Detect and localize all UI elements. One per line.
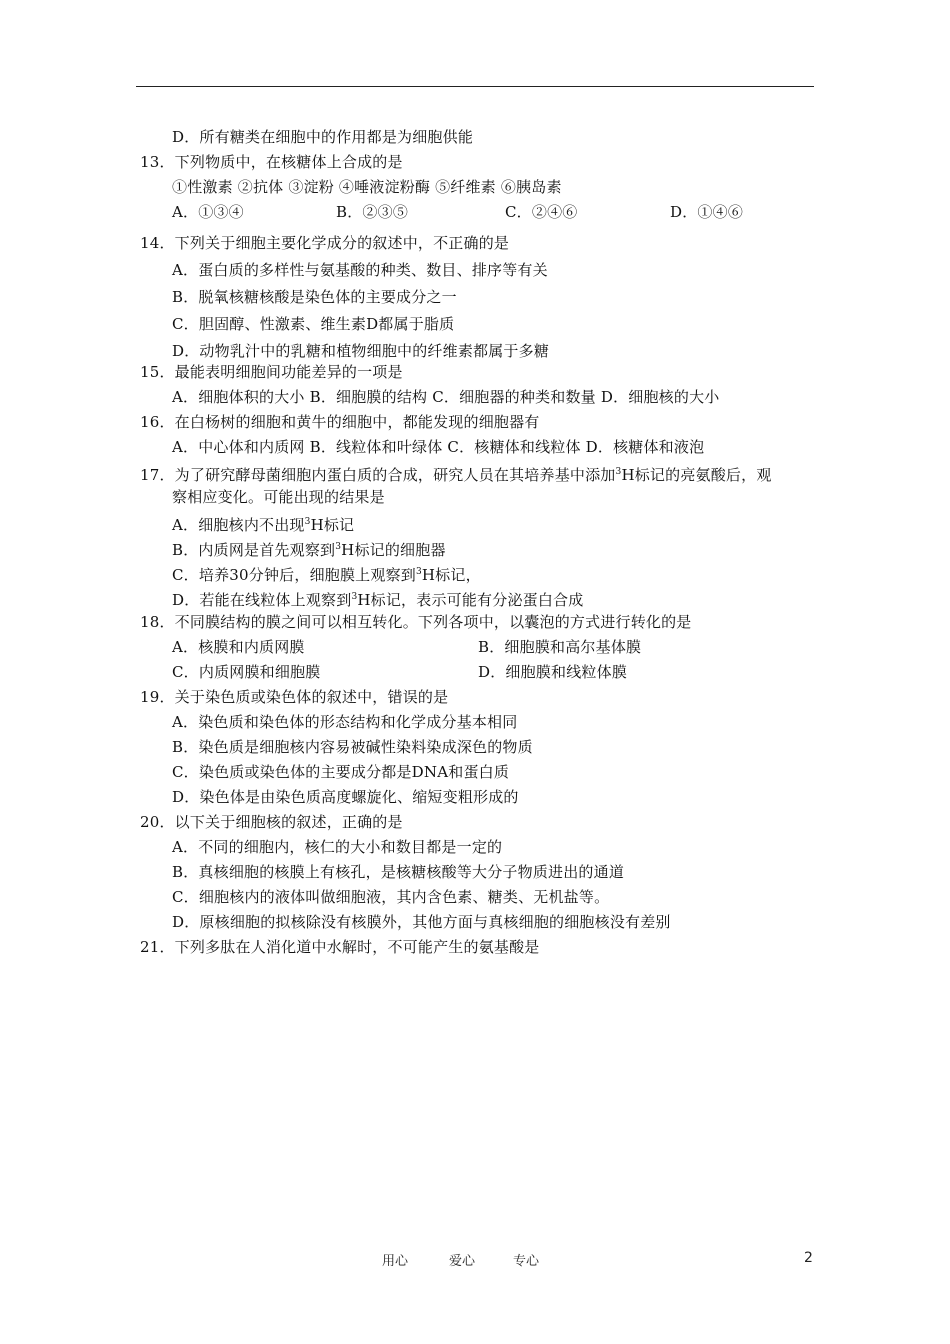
question-17-cont: 察相应变化。可能出现的结果是 xyxy=(172,488,385,506)
footer-slogan-2: 爱心 xyxy=(449,1254,476,1269)
question-17: 17．为了研究酵母菌细胞内蛋白质的合成，研究人员在其培养基中添加$^3$H标记的亮氨酸后，观 xyxy=(140,466,772,484)
option-18d: D．细胞膜和线粒体膜 xyxy=(478,663,628,681)
question-16: 16．在白杨树的细胞和黄牛的细胞中，都能发现的细胞器有 xyxy=(140,413,540,431)
question-15: 15．最能表明细胞间功能差异的一项是 xyxy=(140,363,403,381)
option-14d: D．动物乳汁中的乳糖和植物细胞中的纤维素都属于多糖 xyxy=(172,342,550,360)
option-20a: A．不同的细胞内，核仁的大小和数目都是一定的 xyxy=(172,838,503,856)
question-21: 21．下列多肽在人消化道中水解时，不可能产生的氨基酸是 xyxy=(140,938,540,956)
option-13c: C．②④⑥ xyxy=(505,203,578,221)
footer-slogan-1: 用心 xyxy=(382,1254,409,1269)
option-17b: B．内质网是首先观察到$^3$H标记的细胞器 xyxy=(172,541,446,559)
option-20b: B．真核细胞的核膜上有核孔，是核糖核酸等大分子物质进出的通道 xyxy=(172,863,625,881)
question-20: 20．以下关于细胞核的叙述，正确的是 xyxy=(140,813,403,831)
question-13-items: ①性激素 ②抗体 ③淀粉 ④唾液淀粉酶 ⑤纤维素 ⑥胰岛素 xyxy=(172,178,562,196)
option-18c: C．内质网膜和细胞膜 xyxy=(172,663,321,681)
question-16-options: A．中心体和内质网 B．线粒体和叶绿体 C．核糖体和线粒体 D．核糖体和液泡 xyxy=(172,438,705,456)
footer-slogan-3: 专心 xyxy=(513,1254,540,1269)
option-18b: B．细胞膜和高尔基体膜 xyxy=(478,638,642,656)
option-19b: B．染色质是细胞核内容易被碱性染料染成深色的物质 xyxy=(172,738,533,756)
option-18a: A．核膜和内质网膜 xyxy=(172,638,305,656)
option-17a: A．细胞核内不出现$^3$H标记 xyxy=(172,516,355,534)
option-14b: B．脱氧核糖核酸是染色体的主要成分之一 xyxy=(172,288,457,306)
question-19: 19．关于染色质或染色体的叙述中，错误的是 xyxy=(140,688,449,706)
question-13: 13．下列物质中，在核糖体上合成的是 xyxy=(140,153,403,171)
option-17c: C．培养30分钟后，细胞膜上观察到$^3$H标记， xyxy=(172,566,481,584)
header-rule xyxy=(136,86,814,87)
option-12d: D．所有糖类在细胞中的作用都是为细胞供能 xyxy=(172,128,474,146)
question-18: 18．不同膜结构的膜之间可以相互转化。下列各项中，以囊泡的方式进行转化的是 xyxy=(140,613,692,631)
option-19a: A．染色质和染色体的形态结构和化学成分基本相同 xyxy=(172,713,518,731)
question-14: 14．下列关于细胞主要化学成分的叙述中，不正确的是 xyxy=(140,234,510,252)
option-20c: C．细胞核内的液体叫做细胞液，其内含色素、糖类、无机盐等。 xyxy=(172,888,610,906)
option-13d: D．①④⑥ xyxy=(670,203,744,221)
option-13b: B．②③⑤ xyxy=(336,203,409,221)
option-14c: C．胆固醇、性激素、维生素D都属于脂质 xyxy=(172,315,455,333)
option-13a: A．①③④ xyxy=(172,203,244,221)
option-14a: A．蛋白质的多样性与氨基酸的种类、数目、排序等有关 xyxy=(172,261,548,279)
option-20d: D．原核细胞的拟核除没有核膜外，其他方面与真核细胞的细胞核没有差别 xyxy=(172,913,671,931)
question-15-options: A．细胞体积的大小 B．细胞膜的结构 C．细胞器的种类和数量 D．细胞核的大小 xyxy=(172,388,720,406)
option-19c: C．染色质或染色体的主要成分都是DNA和蛋白质 xyxy=(172,763,510,781)
option-17d: D．若能在线粒体上观察到$^3$H标记，表示可能有分泌蛋白合成 xyxy=(172,591,584,609)
option-19d: D．染色体是由染色质高度螺旋化、缩短变粗形成的 xyxy=(172,788,519,806)
page-number: 2 xyxy=(804,1250,813,1266)
